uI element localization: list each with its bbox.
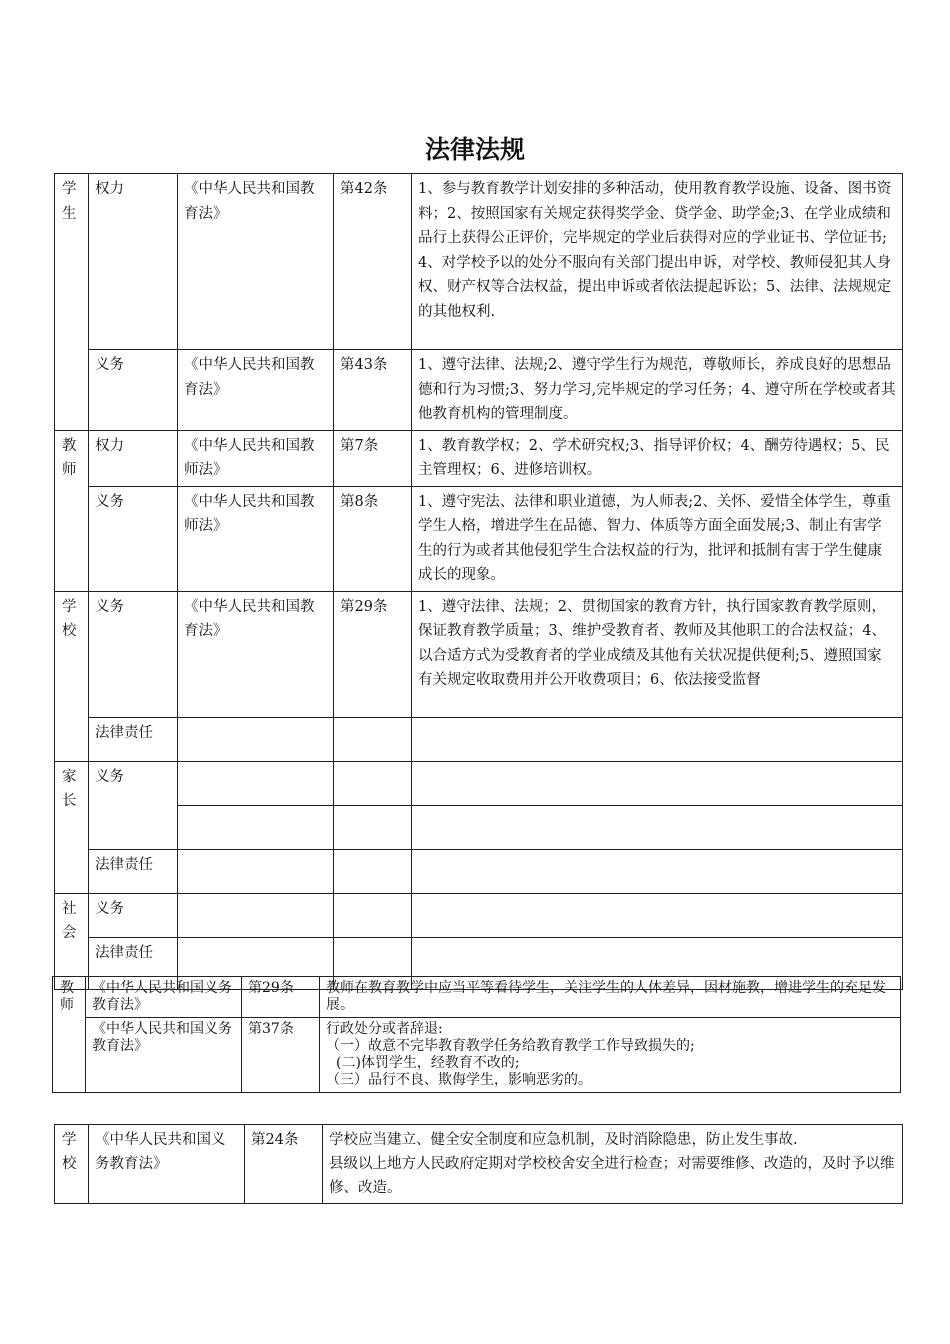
table-row: [55, 591, 903, 717]
type-cell: 法律责任: [89, 717, 178, 761]
content-cell: 1、遵守宪法、法律和职业道德，为人师表;2、关怀、爱惜全体学生，尊重学生人格，增进学生在品德、智力、体质等方面全面发展;3、制止有害学生的行为或者其他侵犯学生合法权益的行为，批评和抵制有害于学生健康成长的现象。: [412, 486, 903, 591]
content-cell: [320, 1018, 901, 1093]
rights-duties-table: [54, 173, 903, 990]
empty-cell: [178, 717, 334, 761]
table-row: [53, 1018, 901, 1093]
content-cell: [323, 1125, 903, 1204]
content-cell: 1、参与教育教学计划安排的多种活动，使用教育教学设施、设备、图书资料；2、按照国家有关规定获得奖学金、贷学金、助学金;3、在学业成绩和品行上获得公正评价，完毕规定的学业后获得对应的学业证书、学位证书;4、对学校予以的处分不服向有关部门提出申诉，对学校、教师侵犯其人身权、财产权等合法权益，提出申诉或者依法提起诉讼；5、法律、法规规定的其他权利.: [412, 174, 903, 350]
table-row: [55, 717, 903, 761]
teacher-compulsory-education-table: [52, 976, 901, 1093]
law-cell: 《中华人民共和国教师法》: [178, 486, 334, 591]
content-line: （一）故意不完毕教育教学任务给教育教学工作导致损失的;: [326, 1038, 695, 1054]
article-cell: 第7条: [334, 430, 412, 486]
table-row: [55, 350, 903, 431]
content-line: 县级以上地方人民政府定期对学校校舍安全进行检查；对需要维修、改造的，及时予以维修、改造。: [329, 1156, 895, 1196]
table-row: [55, 430, 903, 486]
type-cell: 义务: [89, 591, 178, 717]
page-title: 法律法规: [424, 135, 525, 164]
content-line: 学校应当建立、健全安全制度和应急机制，及时消除隐患，防止发生事故.: [329, 1132, 798, 1148]
type-cell: 权力: [89, 430, 178, 486]
empty-cell: [412, 893, 903, 937]
empty-cell: [334, 717, 412, 761]
law-cell: 《中华人民共和国义务教育法》: [86, 1018, 242, 1093]
empty-cell: [178, 761, 334, 805]
subject-cell: 学生: [55, 174, 89, 431]
empty-cell: [334, 761, 412, 805]
table-row: [55, 805, 903, 849]
table-row: [53, 977, 901, 1018]
empty-cell: [178, 849, 334, 893]
empty-cell: [334, 805, 412, 849]
type-cell: 义务: [89, 893, 178, 937]
content-line: （三）品行不良、欺侮学生，影响恶劣的。: [326, 1072, 592, 1088]
law-cell: 《中华人民共和国教师法》: [178, 430, 334, 486]
empty-cell: [334, 849, 412, 893]
table-row: [55, 174, 903, 350]
type-cell: 义务: [89, 761, 178, 849]
article-cell: 第37条: [242, 1018, 320, 1093]
empty-cell: [178, 805, 334, 849]
table-row: [55, 761, 903, 805]
law-cell: 《中华人民共和国义务教育法》: [86, 977, 242, 1018]
subject-cell: 教师: [53, 977, 86, 1093]
type-cell: 义务: [89, 350, 178, 431]
empty-cell: [412, 805, 903, 849]
table-row: [55, 486, 903, 591]
table-row: [55, 1125, 903, 1204]
empty-cell: [412, 849, 903, 893]
table-row: [55, 893, 903, 937]
empty-cell: [178, 893, 334, 937]
type-cell: 法律责任: [89, 849, 178, 893]
empty-cell: [412, 761, 903, 805]
content-cell: 1、教育教学权；2、学术研究权;3、指导评价权；4、酬劳待遇权；5、民主管理权；6、进修培训权。: [412, 430, 903, 486]
subject-cell: 教师: [55, 430, 89, 591]
article-cell: 第24条: [245, 1125, 323, 1204]
content-cell: 1、遵守法律、法规；2、贯彻国家的教育方针，执行国家教育教学原则，保证教育教学质量；3、维护受教育者、教师及其他职工的合法权益；4、以合适方式为受教育者的学业成绩及其他有关状况提供便利;5、遵照国家有关规定收取费用并公开收费项目；6、依法接受监督: [412, 591, 903, 717]
law-cell: 《中华人民共和国教育法》: [178, 174, 334, 350]
subject-cell: 学校: [55, 1125, 89, 1204]
article-cell: 第8条: [334, 486, 412, 591]
subject-cell: 学校: [55, 591, 89, 761]
content-cell: 1、遵守法律、法规;2、遵守学生行为规范，尊敬师长，养成良好的思想品德和行为习惯;3、努力学习,完毕规定的学习任务；4、遵守所在学校或者其他教育机构的管理制度。: [412, 350, 903, 431]
article-cell: 第29条: [242, 977, 320, 1018]
type-cell: 法律责任: [89, 937, 178, 989]
content-line: (二)体罚学生，经教育不改的;: [336, 1055, 520, 1071]
subject-cell: 家长: [55, 761, 89, 893]
type-cell: 权力: [89, 174, 178, 350]
law-cell: 《中华人民共和国义务教育法》: [89, 1125, 245, 1204]
school-compulsory-education-table: [54, 1124, 903, 1204]
article-cell: 第43条: [334, 350, 412, 431]
table-row: [55, 849, 903, 893]
content-line: 行政处分或者辞退:: [326, 1021, 443, 1037]
article-cell: 第29条: [334, 591, 412, 717]
type-cell: 义务: [89, 486, 178, 591]
law-cell: 《中华人民共和国教育法》: [178, 350, 334, 431]
law-cell: 《中华人民共和国教育法》: [178, 591, 334, 717]
content-cell: 教师在教育教学中应当平等看待学生，关注学生的人体差异，因材施教，增进学生的充足发展。: [320, 977, 901, 1018]
empty-cell: [412, 717, 903, 761]
article-cell: 第42条: [334, 174, 412, 350]
empty-cell: [334, 893, 412, 937]
subject-cell: 社会: [55, 893, 89, 989]
